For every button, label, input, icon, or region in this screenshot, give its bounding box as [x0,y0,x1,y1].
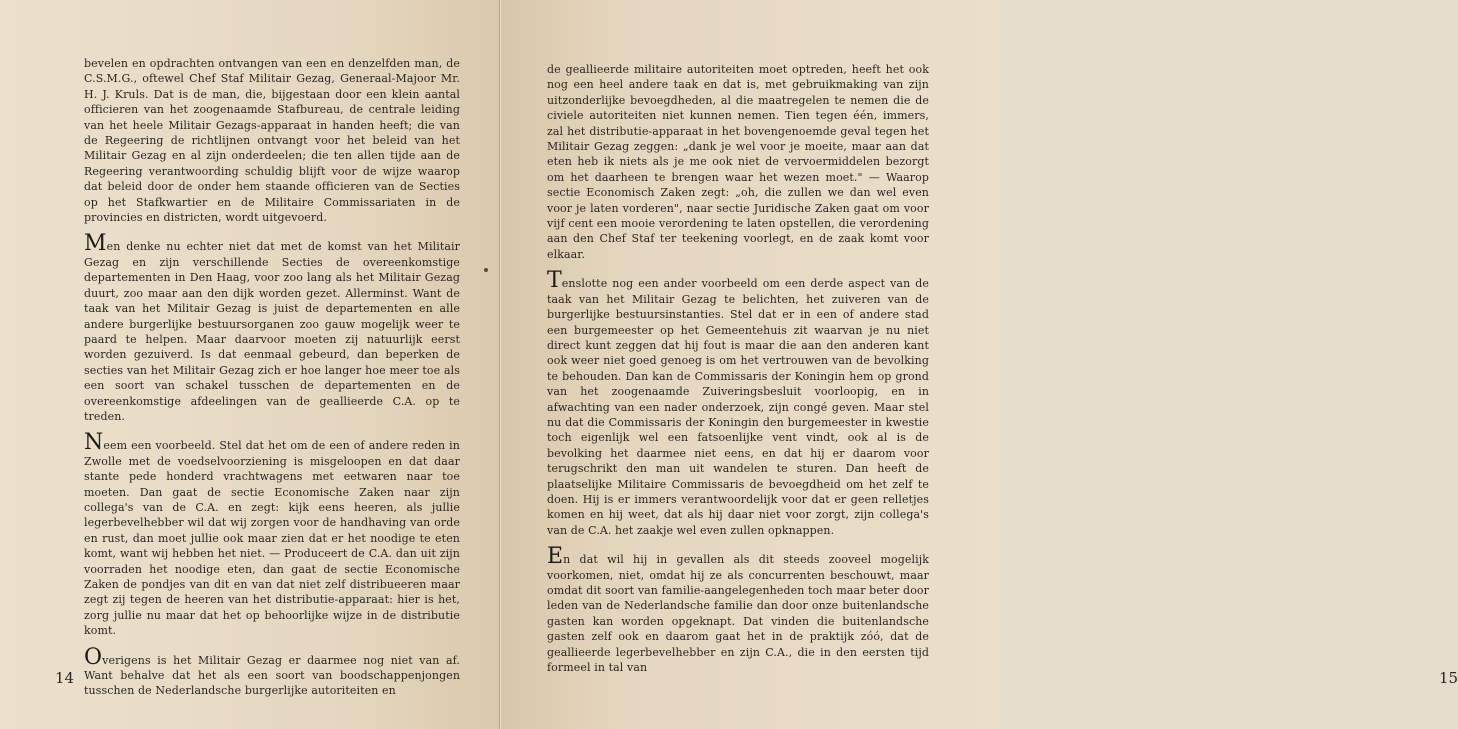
drop-cap: N [84,430,104,456]
paragraph [84,430,460,638]
paragraph [547,544,929,675]
drop-cap: M [84,231,107,257]
left-page [0,0,500,729]
paragraph-text: en denke nu echter niet dat met de komst van het Militair Gezag en zijn verschillende Secties de overeenkomstige departementen in Den Haag, voor zoo lang als het Militair Gezag duurt, zoo maar aan den dijk worden gezet. Allerminst. Want de taak van het Militair Gezag is juist de departementen en alle andere burgerlijke bestuursorganen zoo gauw mogelijk weer te paard te helpen. Maar daarvoor moeten zij natuurlijk eerst worden gezuiverd. Is dat eenmaal gebeurd, dan beperken de secties van het Militair Gezag zich er hoe langer hoe meer toe als een soort van schakel tusschen de departementen en de overeenkomstige afdeelingen van de geallieerde C.A. op te treden. [84,240,460,423]
paragraph-text: n dat wil hij in gevallen als dit steeds zooveel mogelijk voorkomen, niet, omdat hij ze als concurrenten beschouwt, maar omdat dit soort van familie-aangelegenheden toch maar beter door leden van de Nederlandsche familie dan door onze buitenlandsche gasten kan worden opgeknapt. Dat vinden die buitenlandsche gasten zelf ook en daarom gaat het in de praktijk zóó, dat de geallieerde legerbevelhebber en zijn C.A., die in den eersten tijd formeel in tal van [547,553,929,675]
paragraph [84,56,460,225]
right-page-text [547,62,929,685]
paragraph [84,644,460,699]
left-page-text [84,56,460,709]
drop-cap: T [547,268,562,294]
paragraph-text: bevelen en opdrachten ontvangen van een en denzelfden man, de C.S.M.G., oftewel Chef Staf Militair Gezag, Generaal-Majoor Mr. H. J. Kruls. Dat is de man, die, bijgestaan door een klein aantal officieren van het zoogenaamde Stafbureau, de centrale leiding van het heele Militair Gezags-apparaat in handen heeft; die van de Regeering de richtlijnen ontvangt voor het beleid van het Militair Gezag en al zijn onderdeelen; die ten allen tijde aan de Regeering verantwoording schuldig blijft voor de wijze waarop dat beleid door de onder hem staande officieren van de Secties op het Stafkwartier en de Militaire Commissariaten in de provincies en districten, wordt uitgevoerd. [84,57,460,225]
paragraph-text: eem een voorbeeld. Stel dat het om de een of andere reden in Zwolle met de voedselvoorziening is misgeloopen en dat daar stante pede honderd vrachtwagens met eetwaren naar toe moeten. Dan gaat de sectie Economische Zaken naar zijn collega's van de C.A. en zegt: kijk eens heeren, als jullie legerbevelhebber wil dat wij zorgen voor de handhaving van orde en rust, dan moet jullie ook maar zien dat er het noodige te eten komt, want wij hebben het niet. — Produceert de C.A. dan uit zijn voorraden het noodige eten, dan gaat de sectie Economische Zaken de pondjes van dit en van dat niet zelf distribueeren maar zegt zij tegen de heeren van het distributie-apparaat: hier is het, zorg jullie nu maar dat het op behoorlijke wijze in de distributie komt. [84,439,460,638]
paragraph-text: de geallieerde militaire autoriteiten moet optreden, heeft het ook nog een heel andere taak en dat is, met gebruikmaking van zijn uitzonderlijke bevoegdheden, al die maatregelen te nemen die de civiele autoriteiten niet kunnen nemen. Tien tegen één, immers, zal het distributie-apparaat in het bovengenoemde geval tegen het Militair Gezag zeggen: „dank je wel voor je moeite, maar aan dat eten heb ik niets als je me ook niet de vervoermiddelen bezorgt om het daarheen te brengen waar het wezen moet." — Waarop sectie Economisch Zaken zegt: „oh, die zullen we dan wel even voor je laten vorderen", naar sectie Juridische Zaken gaat om voor vijf cent een mooie verordening te laten opstellen, die verordening aan den Chef Staf ter teekening voorlegt, en de zaak komt voor elkaar. [547,63,929,261]
paragraph-text: verigens is het Militair Gezag er daarmee nog niet van af. Want behalve dat het als een soort van boodschappenjongen tusschen de Nederlandsche burgerlijke autoriteiten en [84,653,460,698]
page-number: 15 [1439,669,1458,687]
paragraph-text: enslotte nog een ander voorbeeld om een derde aspect van de taak van het Militair Gezag te belichten, het zuiveren van de burgerlijke bestuursinstanties. Stel dat er in een of andere stad een burgemeester op het Gemeentehuis zit waarvan je nu niet direct kunt zeggen dat hij fout is maar die aan den anderen kant ook weer niet goed genoeg is om het vertrouwen van de bevolking te behouden. Dan kan de Commissaris der Koningin hem op grond van het zoogenaamde Zuiveringsbesluit voorloopig, en in afwachting van een nader onderzoek, zijn congé geven. Maar stel nu dat die Commissaris der Koningin den burgemeester in kwestie toch eigenlijk wel een fatsoenlijke vent vindt, ook al is de bevolking het daarmee niet eens, en dat hij er daarom voor terugschrikt den man uit wandelen te sturen. Dan heeft de plaatselijke Militaire Commissaris de bevoegdheid om het zelf te doen. Hij is er immers verantwoordelijk voor dat er geen relletjes komen en hij weet, dat als hij daar niet voor zorgt, zijn collega's van de C.A. het zaakje wel even zullen opknappen. [547,277,929,537]
drop-cap: O [84,644,103,670]
page-number: 14 [55,669,75,687]
paragraph [84,231,460,424]
ink-spot [484,268,488,272]
paragraph [547,268,929,538]
paragraph [547,62,929,262]
drop-cap: E [547,544,564,570]
right-page [501,0,1458,729]
